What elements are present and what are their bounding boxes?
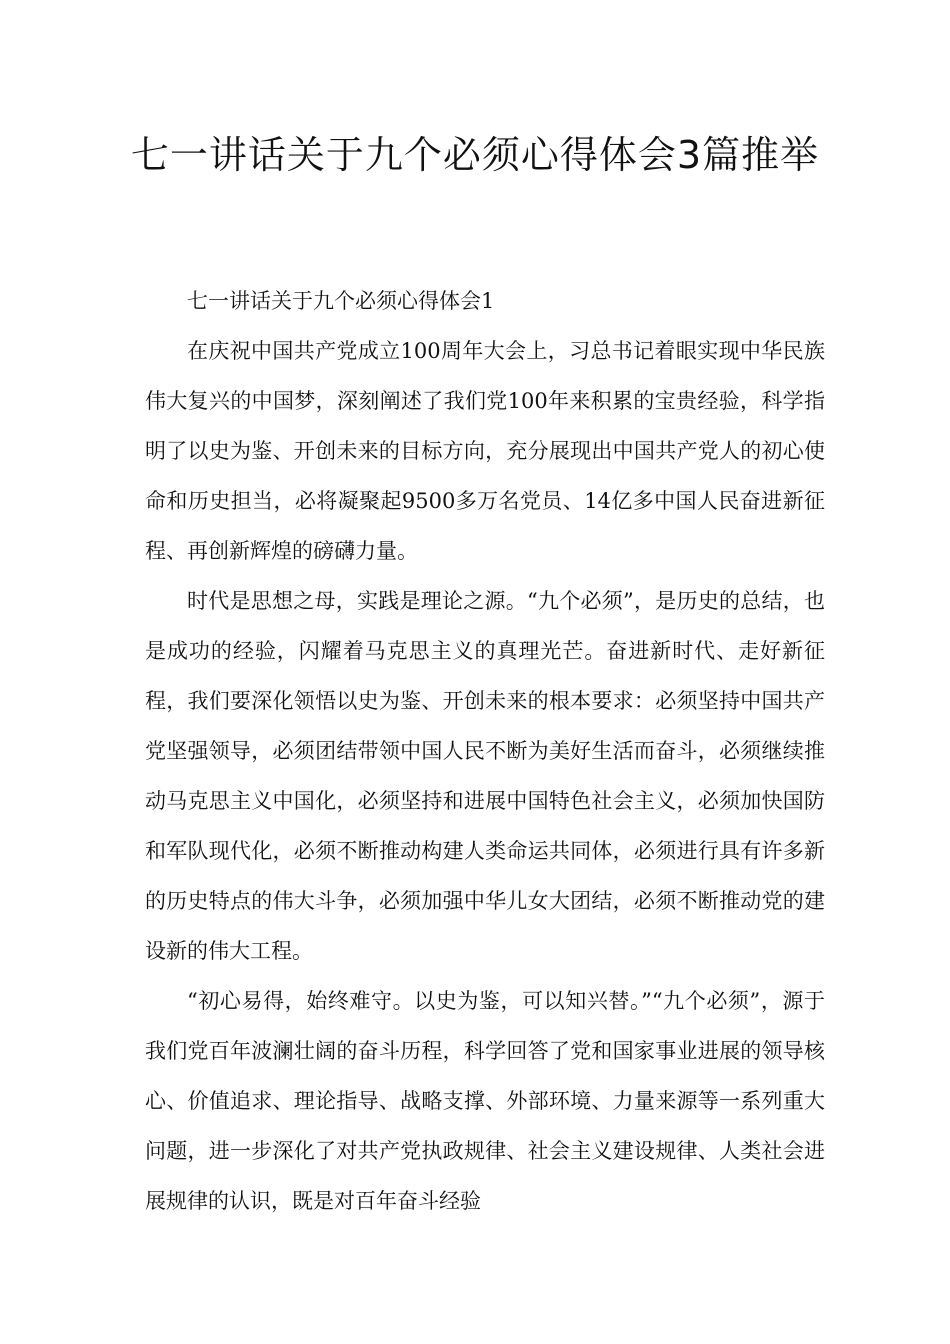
paragraph: “初心易得，始终难守。以史为鉴，可以知兴替。”“九个必须”，源于我们党百年波澜壮阔的奋斗历程，科学回答了党和国家事业进展的领导核心、价值追求、理论指导、战略支撑、外部环境、力量来源等一系列重大问题，进一步深化了对共产党执政规律、社会主义建设规律、人类社会进展规律的认识，既是对百年奋斗经验 xyxy=(145,989,825,1213)
document-body xyxy=(145,276,825,1226)
section-heading: 七一讲话关于九个必须心得体会1 xyxy=(187,289,495,313)
paragraph: 在庆祝中国共产党成立100周年大会上，习总书记着眼实现中华民族伟大复兴的中国梦，深刻阐述了我们党100年来积累的宝贵经验，科学指明了以史为鉴、开创未来的目标方向，充分展现出中国共产党人的初心使命和历史担当，必将凝聚起9500多万名党员、14亿多中国人民奋进新征程、再创新辉煌的磅礴力量。 xyxy=(145,339,825,563)
document-title: 七一讲话关于九个必须心得体会3篇推举 xyxy=(130,133,820,177)
paragraph: 时代是思想之母，实践是理论之源。“九个必须”，是历史的总结，也是成功的经验，闪耀着马克思主义的真理光芒。奋进新时代、走好新征程，我们要深化领悟以史为鉴、开创未来的根本要求：必须坚持中国共产党坚强领导，必须团结带领中国人民不断为美好生活而奋斗，必须继续推动马克思主义中国化，必须坚持和进展中国特色社会主义，必须加快国防和军队现代化，必须不断推动构建人类命运共同体，必须进行具有许多新的历史特点的伟大斗争，必须加强中华儿女大团结，必须不断推动党的建设新的伟大工程。 xyxy=(145,589,825,963)
